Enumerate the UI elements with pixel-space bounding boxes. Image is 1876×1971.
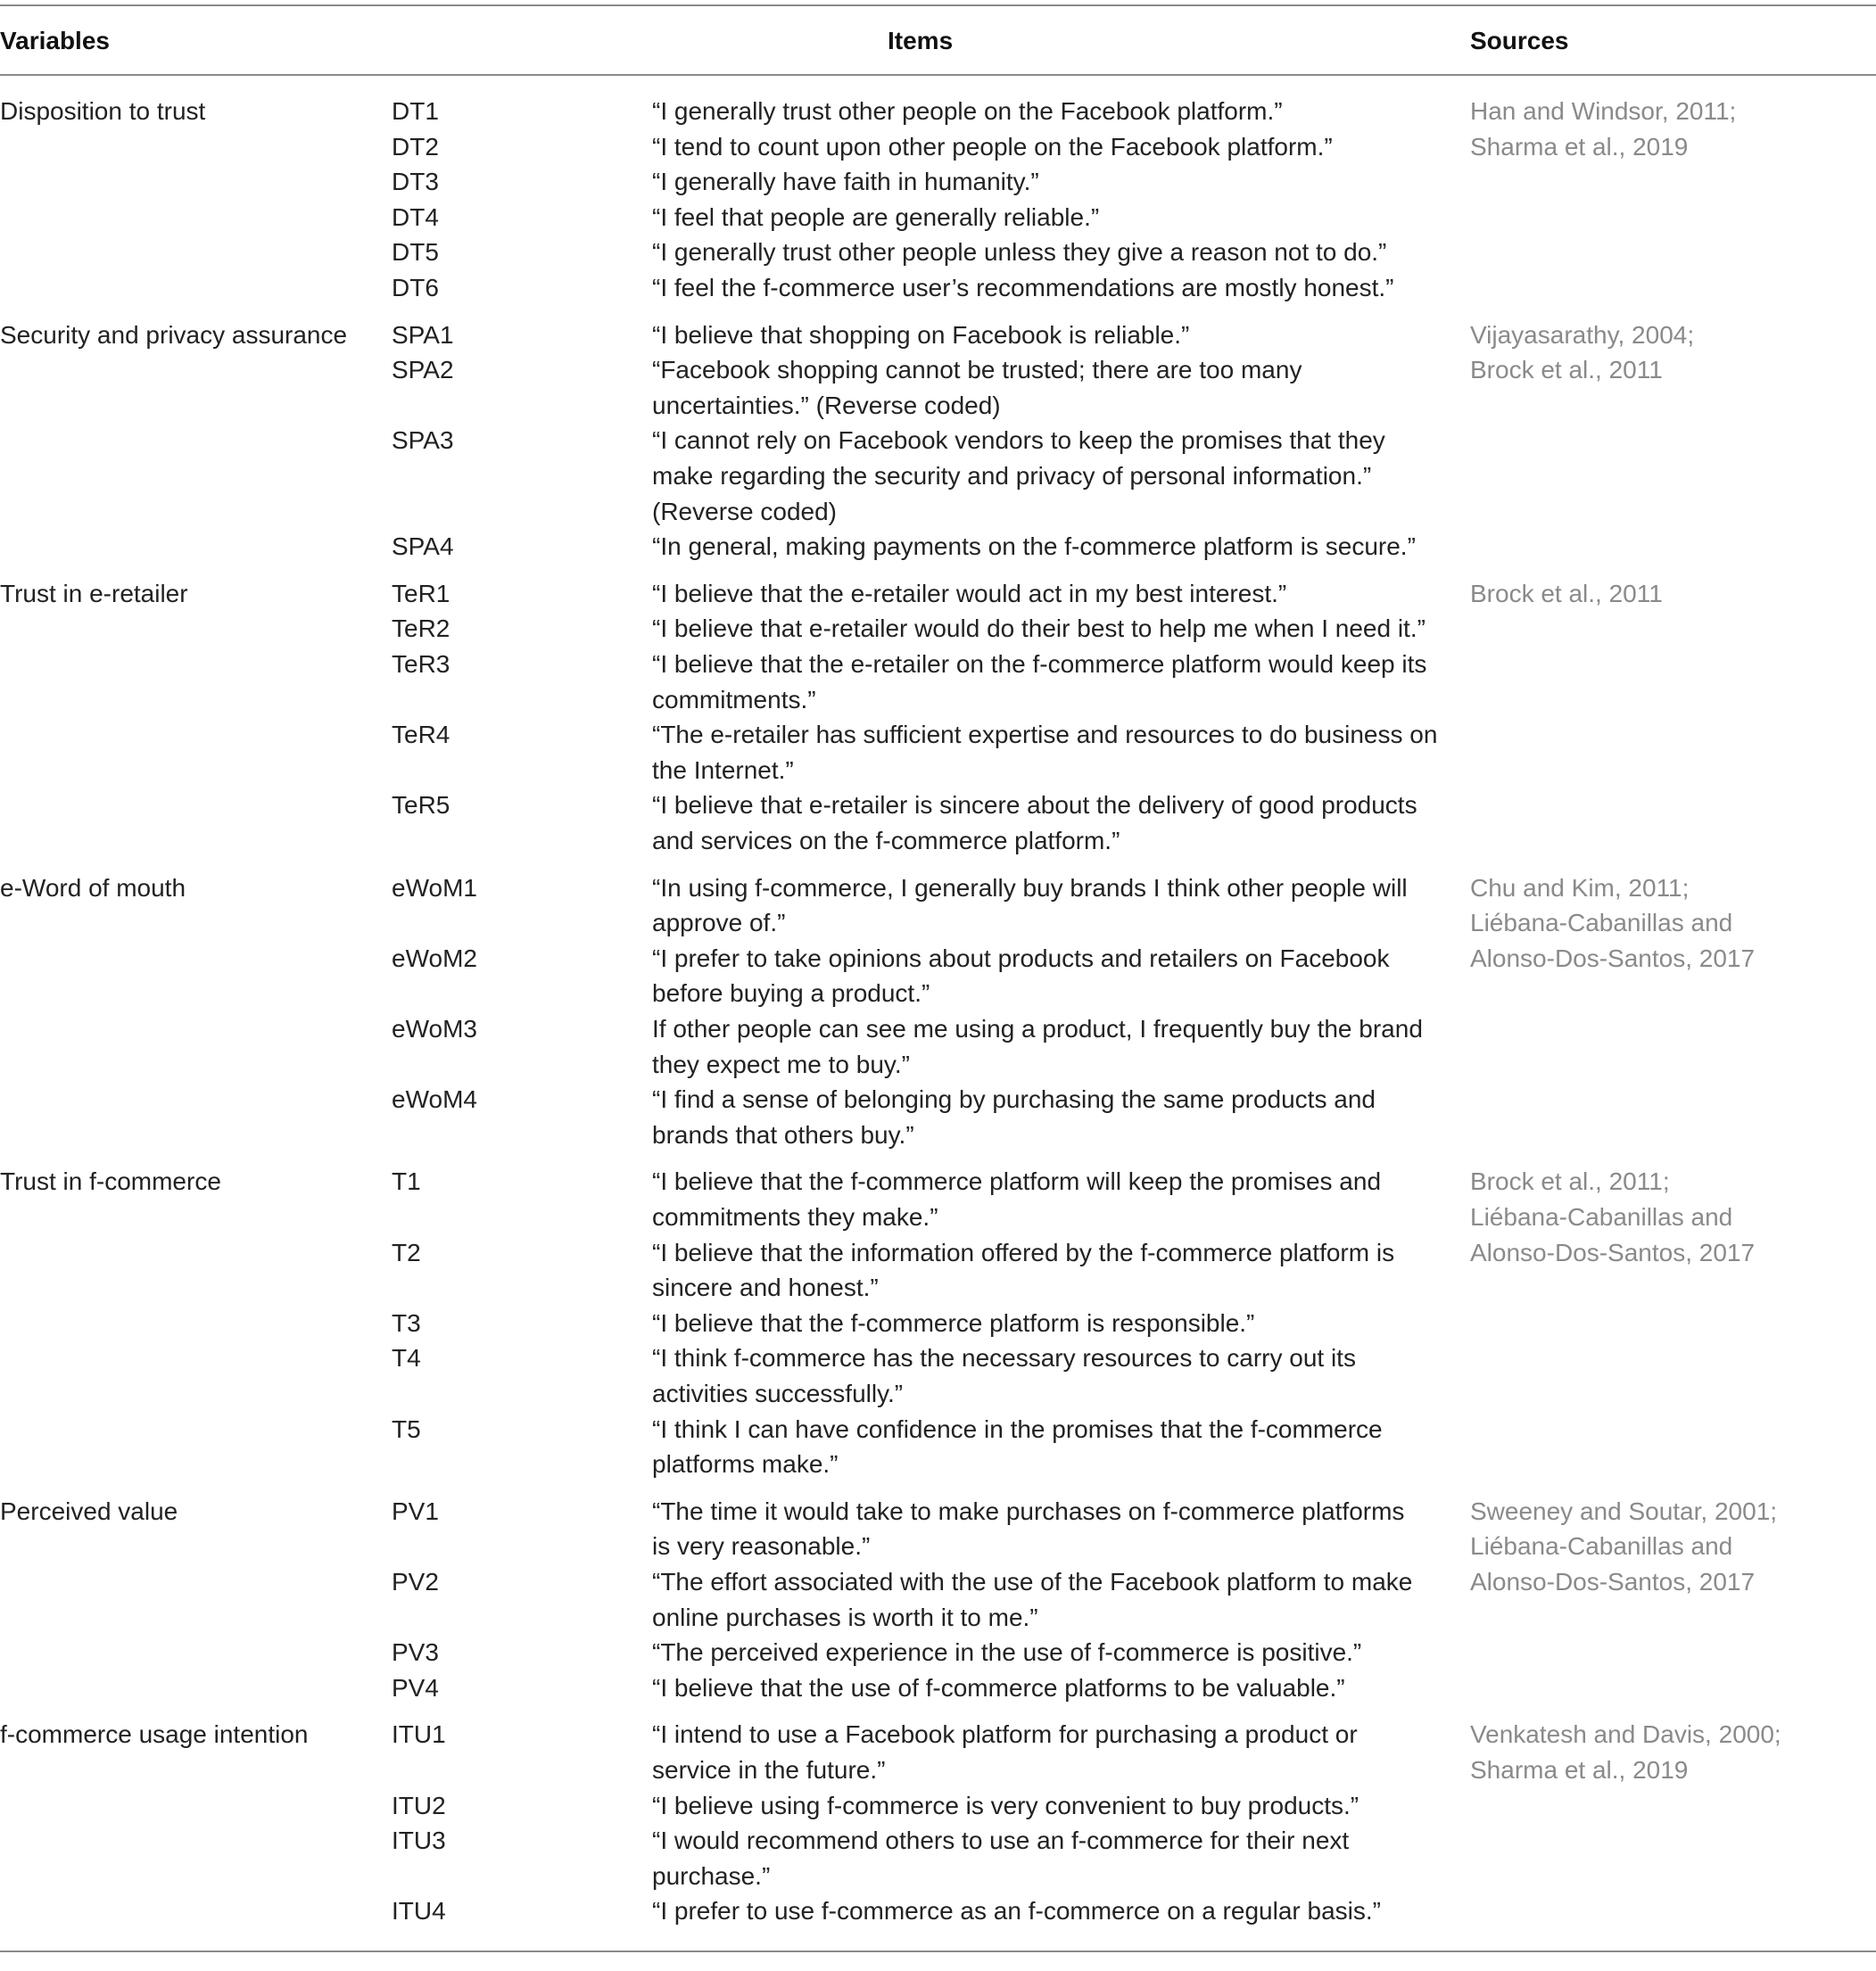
- item-code: DT4: [392, 202, 439, 231]
- item-code: ITU2: [392, 1791, 446, 1819]
- item-code: SPA4: [392, 532, 454, 561]
- item-text: “Facebook shopping cannot be trusted; there are too many: [652, 356, 1302, 384]
- item-text: “I believe that the f-commerce platform is responsible.”: [652, 1308, 1255, 1337]
- item-code: SPA3: [392, 426, 454, 455]
- item-text: “I generally trust other people unless they give a reason not to do.”: [652, 238, 1387, 267]
- item-code: TeR1: [392, 579, 450, 607]
- variable-name: f-commerce usage intention: [0, 1720, 309, 1749]
- item-code: T2: [392, 1238, 421, 1266]
- item-code: DT1: [392, 97, 439, 125]
- item-text: If other people can see me using a product, I frequently buy the brand: [652, 1015, 1423, 1043]
- item-code: T5: [392, 1414, 421, 1443]
- item-text: the Internet.”: [652, 755, 794, 784]
- header-sources: Sources: [1470, 27, 1569, 54]
- item-code: PV1: [392, 1497, 439, 1525]
- source-citation: Sharma et al., 2019: [1470, 1756, 1689, 1784]
- item-code: ITU1: [392, 1720, 446, 1749]
- item-text: service in the future.”: [652, 1756, 886, 1784]
- item-text: “I believe that the information offered by the f-commerce platform is: [652, 1238, 1395, 1266]
- source-citation: Liébana-Cabanillas and: [1470, 1203, 1733, 1231]
- item-text: “I prefer to use f-commerce as an f-commerce on a regular basis.”: [652, 1897, 1381, 1926]
- item-text: and services on the f-commerce platform.”: [652, 827, 1120, 854]
- item-text: “I believe that the f-commerce platform will keep the promises and: [652, 1167, 1382, 1196]
- item-code: SPA2: [392, 356, 454, 384]
- item-code: ITU4: [392, 1897, 446, 1926]
- item-text: “I believe using f-commerce is very convenient to buy products.”: [652, 1791, 1359, 1819]
- item-text: “I generally trust other people on the Facebook platform.”: [652, 97, 1283, 125]
- source-citation: Liébana-Cabanillas and: [1470, 1532, 1733, 1561]
- item-text: commitments they make.”: [652, 1203, 938, 1231]
- item-text: “I believe that shopping on Facebook is reliable.”: [652, 320, 1190, 349]
- item-text: purchase.”: [652, 1861, 771, 1890]
- item-text: “I believe that the use of f-commerce platforms to be valuable.”: [652, 1673, 1345, 1702]
- item-text: commitments.”: [652, 685, 816, 713]
- source-citation: Chu and Kim, 2011;: [1470, 873, 1690, 902]
- item-text: activities successfully.”: [652, 1380, 904, 1407]
- source-citation: Vijayasarathy, 2004;: [1470, 320, 1695, 349]
- item-text: platforms make.”: [652, 1450, 839, 1479]
- item-code: eWoM1: [392, 873, 477, 902]
- item-text: make regarding the security and privacy of personal information.”: [652, 462, 1372, 490]
- variable-name: Trust in e-retailer: [0, 579, 188, 607]
- source-citation: Brock et al., 2011: [1470, 356, 1663, 384]
- variable-name: Trust in f-commerce: [0, 1167, 221, 1196]
- source-citation: Alonso-Dos-Santos, 2017: [1470, 1568, 1756, 1596]
- item-text: sincere and honest.”: [652, 1274, 879, 1302]
- item-code: TeR2: [392, 614, 450, 643]
- item-text: “I would recommend others to use an f-commerce for their next: [652, 1827, 1350, 1855]
- variable-name: Disposition to trust: [0, 97, 206, 125]
- source-citation: Brock et al., 2011;: [1470, 1167, 1670, 1196]
- item-text: online purchases is worth it to me.”: [652, 1603, 1038, 1631]
- item-text: “I tend to count upon other people on the Facebook platform.”: [652, 132, 1333, 161]
- item-code: T3: [392, 1308, 421, 1337]
- item-text: approve of.”: [652, 909, 786, 937]
- item-text: “The e-retailer has sufficient expertise and resources to do business on: [652, 721, 1438, 749]
- item-code: eWoM3: [392, 1015, 477, 1043]
- source-citation: Alonso-Dos-Santos, 2017: [1470, 944, 1756, 972]
- item-text: “I believe that e-retailer is sincere about the delivery of good products: [652, 791, 1417, 820]
- item-text: “I prefer to take opinions about products and retailers on Facebook: [652, 944, 1390, 972]
- item-text: before buying a product.”: [652, 979, 930, 1008]
- item-text: “I believe that the e-retailer would act in my best interest.”: [652, 579, 1287, 607]
- item-code: PV2: [392, 1568, 439, 1596]
- item-text: “The perceived experience in the use of f-commerce is positive.”: [652, 1638, 1362, 1667]
- variable-name: Security and privacy assurance: [0, 320, 348, 349]
- item-text: uncertainties.” (Reverse coded): [652, 391, 1001, 419]
- item-code: DT5: [392, 238, 439, 267]
- source-citation: Sharma et al., 2019: [1470, 132, 1689, 161]
- item-text: “The effort associated with the use of the Facebook platform to make: [652, 1568, 1413, 1596]
- variable-name: e-Word of mouth: [0, 873, 186, 902]
- item-code: DT2: [392, 132, 439, 161]
- item-text: they expect me to buy.”: [652, 1050, 910, 1078]
- item-code: DT3: [392, 168, 439, 196]
- source-citation: Liébana-Cabanillas and: [1470, 909, 1733, 937]
- table-bottom-rule: [0, 1950, 1876, 1952]
- header-variables: Variables: [0, 27, 110, 54]
- source-citation: Brock et al., 2011: [1470, 579, 1663, 607]
- item-text: “The time it would take to make purchases on f-commerce platforms: [652, 1497, 1405, 1525]
- item-text: brands that others buy.”: [652, 1120, 914, 1149]
- item-text: “I intend to use a Facebook platform for purchasing a product or: [652, 1720, 1358, 1749]
- item-code: DT6: [392, 274, 439, 301]
- header-items: Items: [888, 27, 954, 54]
- item-code: T4: [392, 1344, 421, 1373]
- item-code: T1: [392, 1167, 421, 1196]
- source-citation: Han and Windsor, 2011;: [1470, 97, 1737, 125]
- item-text: “In general, making payments on the f-commerce platform is secure.”: [652, 532, 1416, 561]
- item-text: “I cannot rely on Facebook vendors to keep the promises that they: [652, 426, 1385, 455]
- item-text: “I generally have faith in humanity.”: [652, 168, 1039, 196]
- item-text: “I feel that people are generally reliable.”: [652, 202, 1100, 231]
- item-code: eWoM2: [392, 944, 477, 972]
- item-code: TeR3: [392, 650, 450, 678]
- item-code: ITU3: [392, 1827, 446, 1855]
- item-code: PV3: [392, 1638, 439, 1667]
- source-citation: Venkatesh and Davis, 2000;: [1470, 1720, 1781, 1749]
- item-text: “In using f-commerce, I generally buy brands I think other people will: [652, 873, 1408, 902]
- source-citation: Alonso-Dos-Santos, 2017: [1470, 1238, 1756, 1266]
- item-text: is very reasonable.”: [652, 1532, 871, 1561]
- item-text: “I find a sense of belonging by purchasing the same products and: [652, 1085, 1376, 1114]
- source-citation: Sweeney and Soutar, 2001;: [1470, 1497, 1778, 1525]
- item-text: “I believe that e-retailer would do their best to help me when I need it.”: [652, 614, 1426, 643]
- item-code: SPA1: [392, 320, 454, 349]
- item-code: PV4: [392, 1673, 439, 1702]
- item-text: “I believe that the e-retailer on the f-commerce platform would keep its: [652, 650, 1427, 678]
- item-text: (Reverse coded): [652, 497, 837, 525]
- item-code: TeR5: [392, 791, 450, 820]
- item-code: TeR4: [392, 721, 450, 749]
- item-text: “I feel the f-commerce user’s recommendations are mostly honest.”: [652, 274, 1394, 301]
- item-code: eWoM4: [392, 1085, 477, 1114]
- item-text: “I think f-commerce has the necessary resources to carry out its: [652, 1344, 1356, 1373]
- item-text: “I think I can have confidence in the promises that the f-commerce: [652, 1414, 1383, 1443]
- variable-name: Perceived value: [0, 1497, 178, 1525]
